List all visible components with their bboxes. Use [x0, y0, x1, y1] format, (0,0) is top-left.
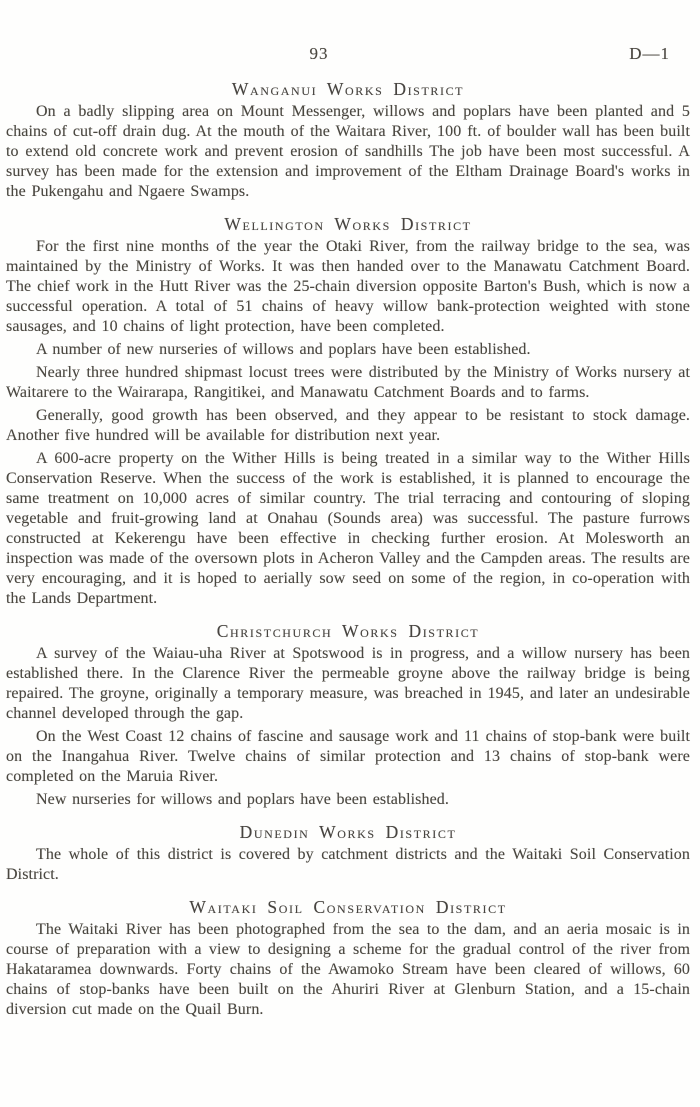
section-heading: Dunedin Works District: [239, 822, 457, 842]
document-reference: D—1: [629, 44, 670, 63]
paragraph: On a badly slipping area on Mount Messenger, willows and poplars have been planted and 5 chains of cut-off drain dug. At the mouth of the Waitara River, 100 ft. of boulder wall has been built to extend old concrete work and prevent erosion of sandhills The job have been most successful. A survey has been made for the extension and improvement of the Eltham Drainage Board's works in the Pukengahu and Ngaere Swamps.: [6, 103, 690, 200]
paragraph: Generally, good growth has been observed, and they appear to be resistant to stock damage. Another five hundred will be available for distribution next year.: [6, 407, 690, 444]
paragraph: A survey of the Waiau-uha River at Spotswood is in progress, and a willow nursery has been established there. In the Clarence River the permeable groyne above the railway bridge is being repaired. The groyne, originally a temporary measure, was breached in 1945, and later an undesirable channel developed through the gap.: [6, 645, 690, 722]
page-header: [6, 44, 690, 65]
paragraph: For the first nine months of the year the Otaki River, from the railway bridge to the sea, was maintained by the Ministry of Works. It was then handed over to the Manawatu Catchment Board. The chief work in the Hutt River was the 25-chain diversion opposite Barton's Bush, which is now a successful operation. A total of 51 chains of heavy willow bank-protection weighted with stone sausages, and 10 chains of light protection, have been completed.: [6, 238, 690, 335]
paragraph: A 600-acre property on the Wither Hills is being treated in a similar way to the Wither Hills Conservation Reserve. When the success of the work is established, it is planned to encourage the same treatment on 10,000 acres of similar country. The trial terracing and contouring of sloping vegetable and fruit-growing land at Onahau (Sounds area) was successful. The pasture furrows constructed at Kekerengu have been effective in checking further erosion. At Molesworth an inspection was made of the oversown plots in Acheron Valley and the Campden areas. The results are very encouraging, and it is hoped to aerially sow seed on some of the region, in co-operation with the Lands Department.: [6, 450, 690, 607]
paragraph: A number of new nurseries of willows and poplars have been established.: [36, 341, 531, 358]
section-heading: Christchurch Works District: [216, 621, 480, 641]
paragraph: On the West Coast 12 chains of fascine and sausage work and 11 chains of stop-bank were built on the Inangahua River. Twelve chains of similar protection and 13 chains of stop-bank were completed on the Maruia River.: [6, 728, 690, 785]
section-waitaki-soil-conservation-district: [6, 897, 690, 1020]
section-wellington-works-district: [6, 214, 690, 609]
section-heading: Waitaki Soil Conservation District: [189, 897, 507, 917]
section-christchurch-works-district: [6, 621, 690, 810]
paragraph: New nurseries for willows and poplars have been established.: [36, 791, 449, 808]
section-heading: Wanganui Works District: [231, 79, 465, 99]
paragraph: Nearly three hundred shipmast locust trees were distributed by the Ministry of Works nursery at Waitarere to the Wairarapa, Rangitikei, and Manawatu Catchment Boards and to farms.: [6, 364, 690, 401]
paragraph: The Waitaki River has been photographed from the sea to the dam, and an aeria mosaic is in course of preparation with a view to designing a scheme for the gradual control of the river from Hakataramea downwards. Forty chains of the Awamoko Stream have been cleared of willows, 60 chains of stop-banks have been built on the Ahuriri River at Glenburn Station, and a 15-chain diversion cut made on the Quail Burn.: [6, 921, 690, 1018]
section-wanganui-works-district: [6, 79, 690, 202]
page-number: 93: [309, 44, 329, 63]
paragraph: The whole of this district is covered by catchment districts and the Waitaki Soil Conservation District.: [6, 846, 690, 883]
section-heading: Wellington Works District: [224, 214, 472, 234]
section-dunedin-works-district: [6, 822, 690, 885]
